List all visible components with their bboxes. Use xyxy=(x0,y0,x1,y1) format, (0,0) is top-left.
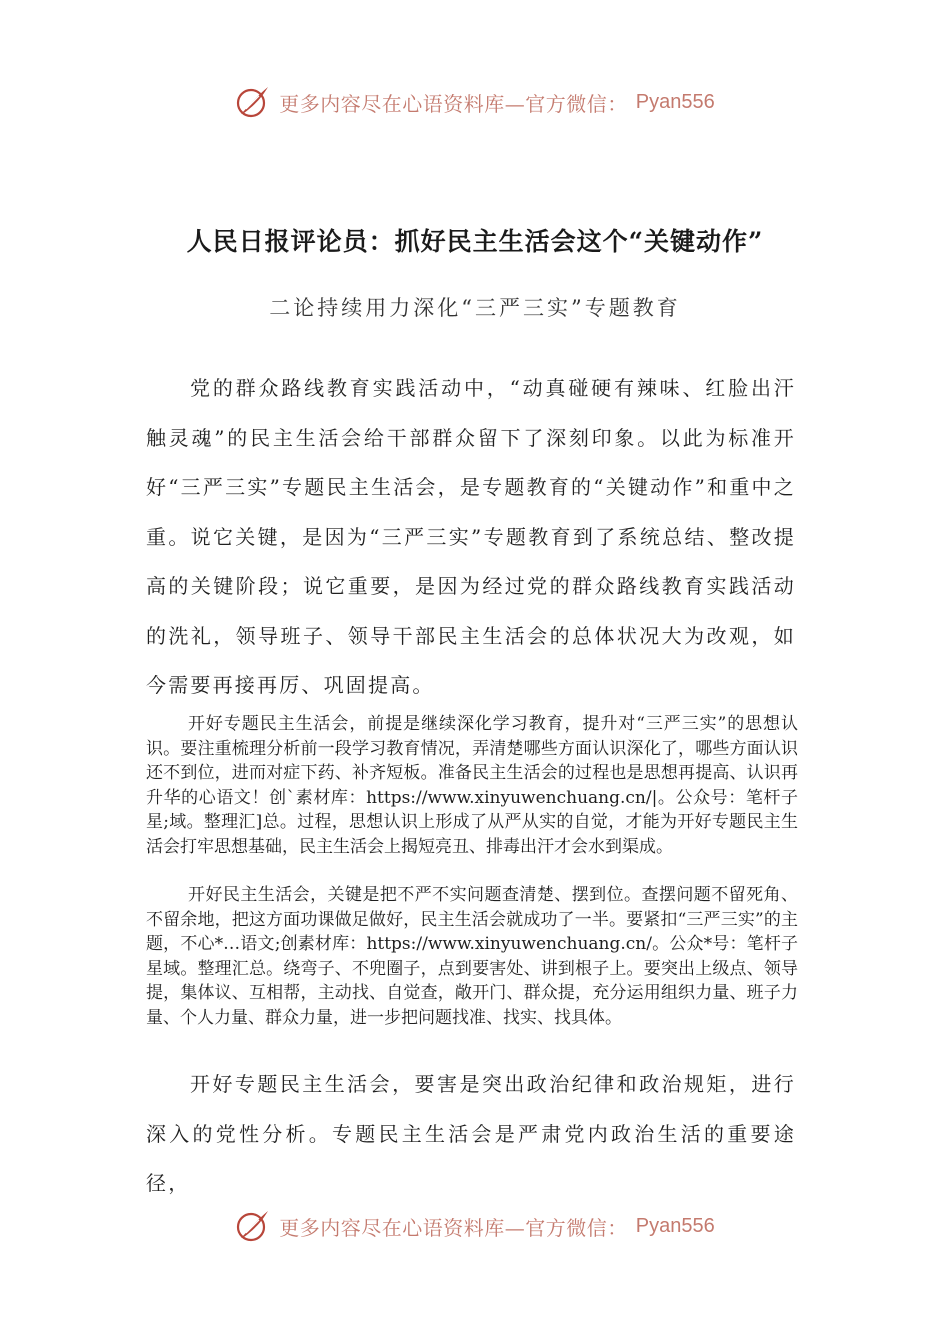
page-subtitle: 二论持续用力深化“三严三实”专题教育 xyxy=(269,296,681,320)
banner-wechat-id: Pyan556 xyxy=(635,1214,715,1237)
banner-text: 更多内容尽在心语资料库—官方微信： xyxy=(279,91,628,116)
page-title: 人民日报评论员：抓好民主生活会这个“关键动作” xyxy=(186,227,764,256)
paragraph-2: 开好专题民主生活会，前提是继续深化学习教育，提升对“三严三实”的思想认识。要注重梳理分析前一段学习教育情况，弄清楚哪些方面认识深化了，哪些方面认识还不到位，进而对症下药、补齐短板。准备民主生活会的过程也是思想再提高、认识再升华的心语文！创`素材库：https://www.xinyuwenchuang.cn/|。公众号：笔杆子星;域。整理汇]总。过程，思想认识上形成了从严从实的自觉，才能为开好专题民主生活会打牢思想基础，民主生活会上揭短亮丑、排毒出汗才会水到渠成。 xyxy=(146,714,798,857)
header-banner xyxy=(0,84,950,120)
banner-wechat-id: Pyan556 xyxy=(635,90,715,113)
quill-logo-icon xyxy=(235,1208,271,1244)
footer-banner xyxy=(0,1208,950,1244)
quill-logo-icon xyxy=(235,84,271,120)
banner-text: 更多内容尽在心语资料库—官方微信： xyxy=(279,1215,628,1240)
paragraph-1: 党的群众路线教育实践活动中，“动真碰硬有辣味、红脸出汗触灵魂”的民主生活会给干部群众留下了深刻印象。以此为标准开好“三严三实”专题民主生活会，是专题教育的“关键动作”和重中之重。说它关键，是因为“三严三实”专题教育到了系统总结、整改提高的关键阶段；说它重要，是因为经过党的群众路线教育实践活动的洗礼，领导班子、领导干部民主生活会的总体状况大为改观，如今需要再接再厉、巩固提高。 xyxy=(146,376,796,697)
paragraph-4: 开好专题民主生活会，要害是突出政治纪律和政治规矩，进行深入的党性分析。专题民主生活会是严肃党内政治生活的重要途径， xyxy=(146,1072,796,1195)
paragraph-3: 开好民主生活会，关键是把不严不实问题查清楚、摆到位。查摆问题不留死角、不留余地，把这方面功课做足做好，民主生活会就成功了一半。要紧扣“三严三实”的主题，不心*…语文;创素材库：https://www.xinyuwenchuang.cn/。公众*号：笔杆子星域。整理汇总。绕弯子、不兜圈子，点到要害处、讲到根子上。要突出上级点、领导提，集体议、互相帮，主动找、自觉查，敞开门、群众提，充分运用组织力量、班子力量、个人力量、群众力量，进一步把问题找准、找实、找具体。 xyxy=(146,885,798,1028)
